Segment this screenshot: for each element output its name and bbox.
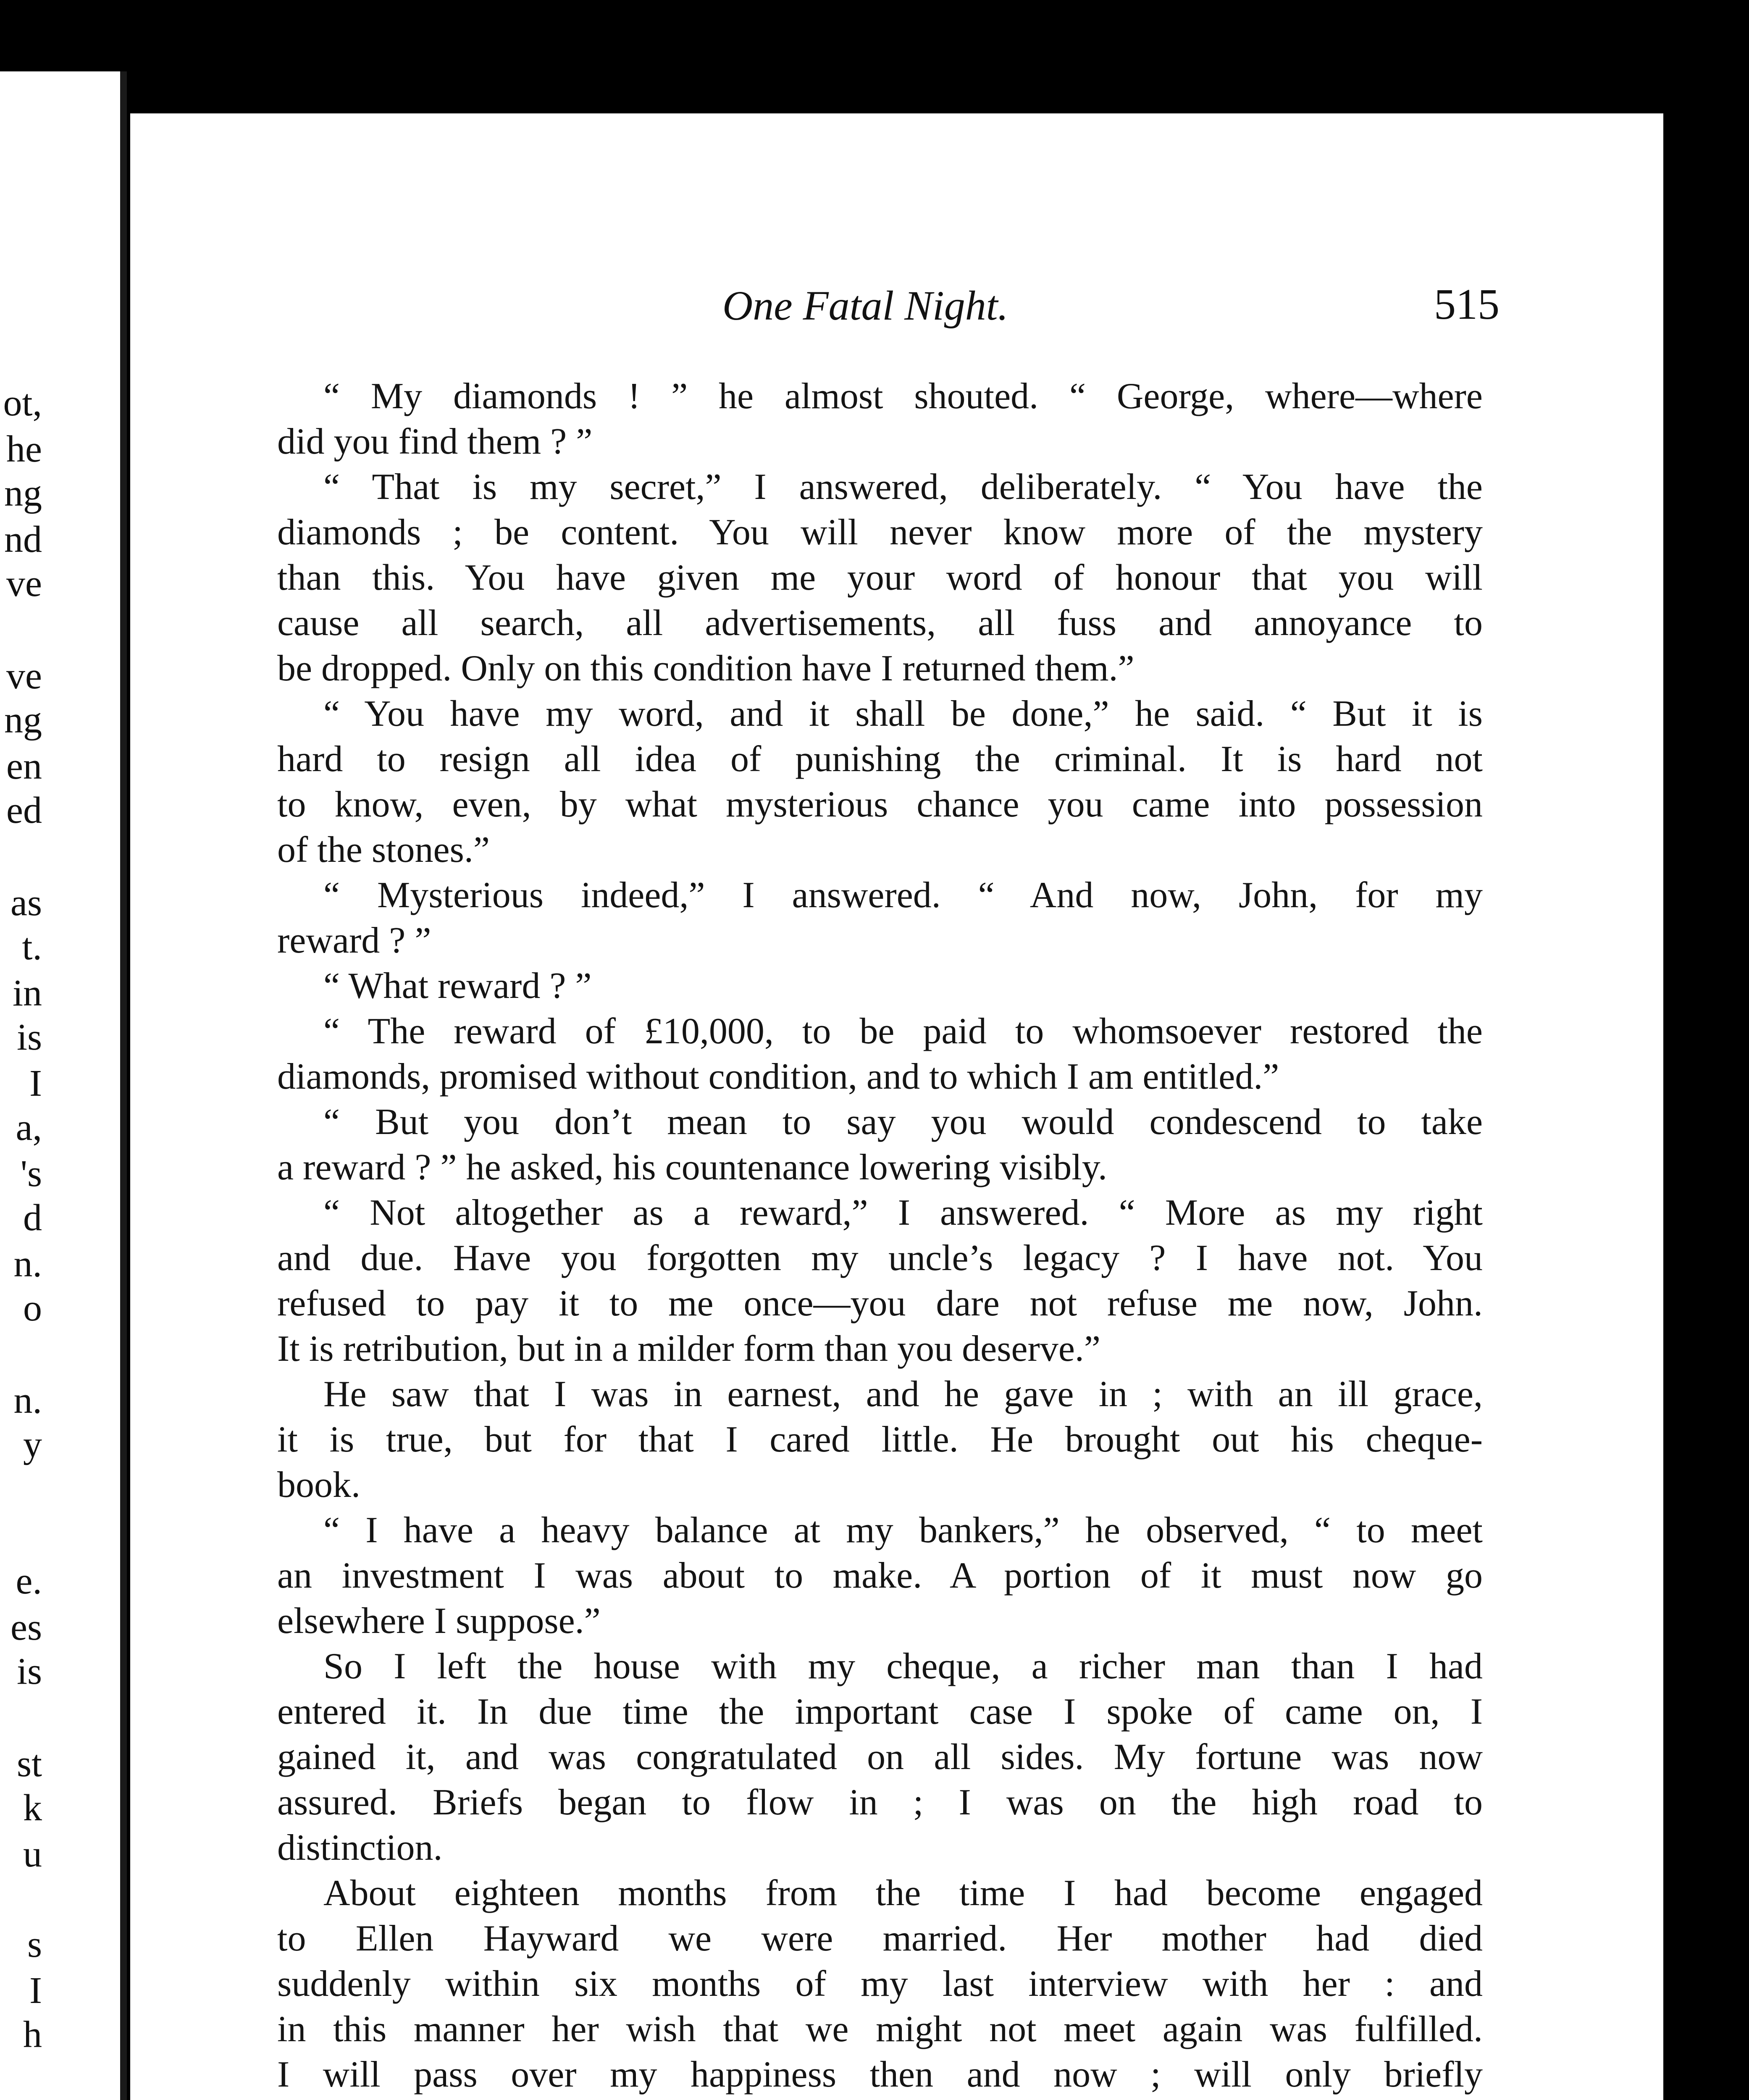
text-line: an investment I was about to make. A portion of it must now go bbox=[277, 1555, 1483, 1596]
left-page-fragment: I bbox=[29, 1063, 42, 1104]
left-page-fragment: t. bbox=[22, 926, 42, 968]
text-line: reward ? ” bbox=[277, 920, 431, 961]
left-page-strip bbox=[0, 71, 126, 2100]
text-line: it is true, but for that I cared little. He brought out his cheque- bbox=[277, 1419, 1483, 1460]
left-page-fragment: ng bbox=[4, 699, 42, 741]
left-page-fragment: in bbox=[12, 972, 42, 1014]
left-page-fragment: as bbox=[11, 882, 42, 924]
left-page-fragment: ot, bbox=[3, 382, 42, 424]
text-line: diamonds, promised without condition, and to which I am entitled.” bbox=[277, 1056, 1279, 1097]
text-line: “ Mysterious indeed,” I answered. “ And now, John, for my bbox=[323, 875, 1483, 916]
text-line: and due. Have you forgotten my uncle’s legacy ? I have not. You bbox=[277, 1238, 1483, 1278]
text-line: book. bbox=[277, 1465, 360, 1505]
page-number: 515 bbox=[1434, 280, 1500, 328]
text-line: assured. Briefs began to flow in ; I was on the high road to bbox=[277, 1782, 1483, 1823]
text-line: “ That is my secret,” I answered, deliberately. “ You have the bbox=[323, 467, 1483, 507]
left-page-fragment: y bbox=[23, 1424, 42, 1465]
left-page-fragment: I bbox=[29, 1970, 42, 2011]
text-line: to Ellen Hayward we were married. Her mother had died bbox=[277, 1918, 1483, 1959]
text-line: So I left the house with my cheque, a richer man than I had bbox=[323, 1646, 1483, 1687]
text-line: I will pass over my happiness then and now ; will only briefly bbox=[277, 2054, 1483, 2095]
left-page-fragment: is bbox=[16, 1651, 42, 1692]
text-line: than this. You have given me your word of honour that you will bbox=[277, 557, 1483, 598]
left-page-fragment: nd bbox=[4, 519, 42, 560]
text-line: refused to pay it to me once—you dare not refuse me now, John. bbox=[277, 1283, 1483, 1324]
left-page-fragment: ve bbox=[6, 563, 42, 604]
left-page-fragment: es bbox=[11, 1606, 42, 1648]
running-title: One Fatal Night. bbox=[722, 282, 1008, 329]
text-line: “ The reward of £10,000, to be paid to whomsoever restored the bbox=[323, 1011, 1483, 1052]
left-page-fragment: ed bbox=[6, 790, 42, 831]
text-line: a reward ? ” he asked, his countenance lowering visibly. bbox=[277, 1147, 1108, 1188]
text-line: “ You have my word, and it shall be done,” he said. “ But it is bbox=[323, 693, 1483, 734]
text-line: did you find them ? ” bbox=[277, 421, 593, 462]
text-line: gained it, and was congratulated on all sides. My fortune was now bbox=[277, 1737, 1483, 1777]
left-page-fragment: e. bbox=[16, 1560, 42, 1602]
left-page-fragment: en bbox=[6, 746, 42, 787]
text-line: cause all search, all advertisements, all fuss and annoyance to bbox=[277, 603, 1483, 643]
page-gutter bbox=[120, 71, 127, 2100]
left-page-fragment: h bbox=[23, 2014, 42, 2055]
text-line: diamonds ; be content. You will never know more of the mystery bbox=[277, 512, 1483, 553]
text-line: in this manner her wish that we might not meet again was fulfilled. bbox=[277, 2009, 1483, 2050]
text-line bbox=[277, 2097, 1483, 2100]
left-page-fragment: ve bbox=[6, 655, 42, 697]
left-page-fragment: k bbox=[23, 1787, 42, 1829]
left-page-fragment: o bbox=[23, 1287, 42, 1329]
left-page-fragment: u bbox=[23, 1833, 42, 1875]
left-page-fragment: d bbox=[23, 1197, 42, 1239]
text-line: About eighteen months from the time I had become engaged bbox=[323, 1873, 1483, 1914]
left-page-fragment: ng bbox=[4, 472, 42, 514]
text-line: suddenly within six months of my last interview with her : and bbox=[277, 1964, 1483, 2004]
text-line: entered it. In due time the important case I spoke of came on, I bbox=[277, 1691, 1483, 1732]
text-line: “ My diamonds ! ” he almost shouted. “ George, where—where bbox=[323, 376, 1483, 417]
left-page-fragment: he bbox=[6, 428, 42, 470]
text-line: “ Not altogether as a reward,” I answered. “ More as my right bbox=[323, 1192, 1483, 1233]
left-page-fragment: n. bbox=[13, 1380, 42, 1421]
text-line: “ But you don’t mean to say you would condescend to take bbox=[323, 1102, 1483, 1142]
text-line: “ What reward ? ” bbox=[323, 966, 592, 1006]
text-line: hard to resign all idea of punishing the criminal. It is hard not bbox=[277, 739, 1483, 780]
left-page-fragment: is bbox=[16, 1016, 42, 1058]
book-page bbox=[130, 113, 1663, 2100]
text-line: of the stones.” bbox=[277, 830, 490, 870]
left-page-fragment: s bbox=[27, 1924, 42, 1965]
text-line: to know, even, by what mysterious chance you came into possession bbox=[277, 784, 1483, 825]
text-line: It is retribution, but in a milder form than you deserve.” bbox=[277, 1328, 1100, 1369]
text-line: “ I have a heavy balance at my bankers,” he observed, “ to meet bbox=[323, 1510, 1483, 1551]
left-page-fragment: a, bbox=[16, 1107, 42, 1148]
text-line: elsewhere I suppose.” bbox=[277, 1601, 601, 1641]
left-page-fragment: n. bbox=[13, 1243, 42, 1285]
left-page-fragment: st bbox=[16, 1743, 42, 1785]
text-line: He saw that I was in earnest, and he gave in ; with an ill grace, bbox=[323, 1374, 1483, 1415]
left-page-fragment: 's bbox=[20, 1153, 42, 1194]
body-text bbox=[277, 374, 1483, 2100]
text-line: be dropped. Only on this condition have I returned them.” bbox=[277, 648, 1134, 689]
text-line: distinction. bbox=[277, 1827, 443, 1868]
